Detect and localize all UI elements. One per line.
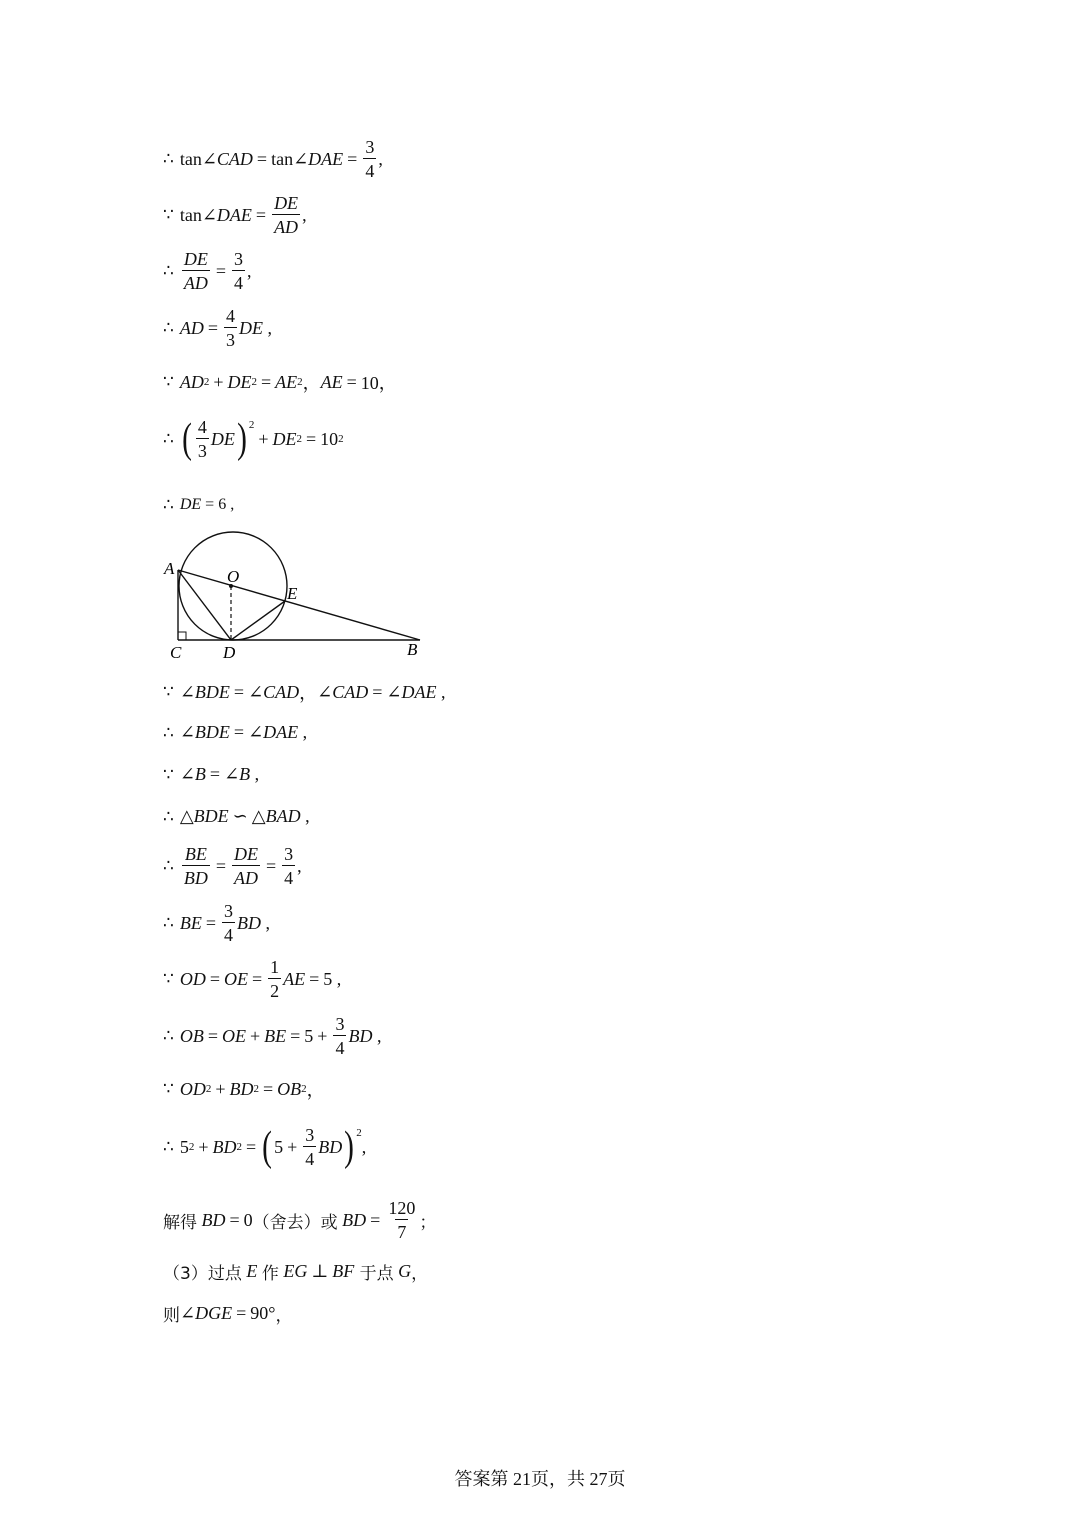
- math-line-14: ∵ OD = OE = $\frac{1}{2}$ AE = 5 ,: [163, 957, 342, 1001]
- math-line-4: ∴ AD = $\frac{4}{3}$ DE ,: [163, 306, 272, 350]
- math-line-10: ∵ ∠B = ∠B ,: [163, 764, 260, 785]
- math-line-18: 解得 BD = 0 （舍去）或 BD = $\frac{120}{7}$ ；: [163, 1198, 437, 1242]
- math-line-13: ∴ BE = $\frac{3}{4}$ BD ,: [163, 901, 270, 945]
- math-line-11: ∴ △ BDE ∽ △ BAD ,: [163, 806, 310, 827]
- segment-ad: [178, 570, 231, 640]
- math-line-3: ∴ $\frac{DE}{AD}$ = $\frac{3}{4}$ ,: [163, 249, 252, 293]
- geometry-figure: [158, 530, 438, 665]
- math-line-16: ∵ OD 2 + BD 2 = OB 2 ，: [163, 1078, 325, 1100]
- math-line-6: ∴ ( $\frac{4}{3}$ DE ) $^2$ + DE 2 = 10 2: [163, 416, 344, 462]
- math-line-8: ∵ ∠BDE = ∠CAD ， ∠CAD = ∠DAE ,: [163, 681, 446, 703]
- math-line-20: 则 ∠DGE = 90° ，: [163, 1303, 293, 1326]
- math-line-7: ∴ DE = 6 ,: [163, 495, 235, 515]
- label-d: D: [223, 643, 236, 662]
- math-line-17: ∴ 5 2 + BD 2 = ( 5 + $\frac{3}{4}$ BD ) $^2$ ,: [163, 1124, 367, 1170]
- math-line-2: ∵ tan ∠DAE = $\frac{DE}{AD}$ ,: [163, 193, 307, 237]
- math-line-5: ∵ AD 2 + DE 2 = AE 2 ， AE = 10，: [163, 371, 397, 393]
- label-e: E: [287, 584, 298, 603]
- label-a: A: [164, 559, 175, 578]
- label-o: O: [227, 567, 240, 586]
- right-angle-mark: [178, 632, 186, 640]
- segment-ab: [178, 570, 420, 640]
- label-c: C: [170, 643, 182, 662]
- math-line-19: （3）过点 E 作 EG ⊥ BF 于点 G ，: [163, 1261, 429, 1284]
- math-line-12: ∴ $\frac{BE}{BD}$ = $\frac{DE}{AD}$ = $\frac{3}{4}$ ,: [163, 844, 302, 888]
- label-b: B: [407, 640, 418, 659]
- page-footer: 答案第 21页，共 27页: [454, 1469, 626, 1489]
- math-line-15: ∴ OB = OE + BE = 5 + $\frac{3}{4}$ BD ,: [163, 1014, 382, 1058]
- math-line-9: ∴ ∠BDE = ∠DAE ,: [163, 722, 308, 743]
- math-line-1: ∴ tan ∠CAD = tan ∠DAE = $\frac{3}{4}$ ,: [163, 137, 383, 181]
